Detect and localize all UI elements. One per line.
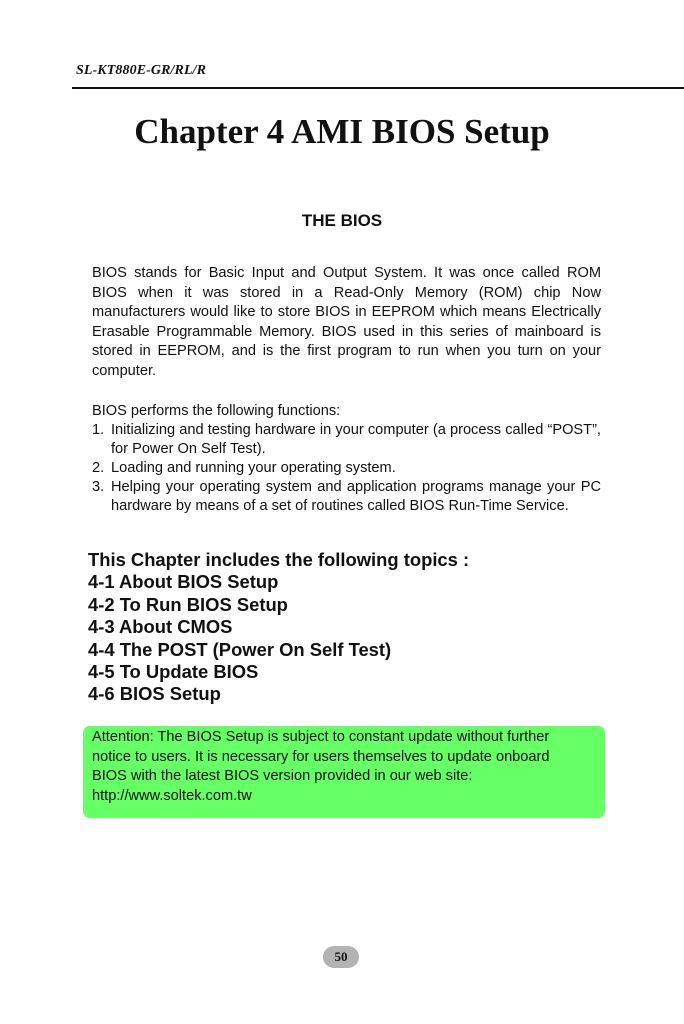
list-item-number: 1. <box>92 422 105 438</box>
topic-item: 4-2 To Run BIOS Setup <box>88 593 288 615</box>
list-item-text: Helping your operating system and application programs manage your PC hardware by means of a set of routines called BIOS Run-Time Service. <box>111 479 601 514</box>
attention-line: notice to users. It is necessary for users themselves to update onboard <box>92 748 550 765</box>
header-divider <box>72 87 684 89</box>
topic-item: 4-4 The POST (Power On Self Test) <box>88 638 392 660</box>
topic-item: 4-5 To Update BIOS <box>88 661 259 683</box>
topics-heading: This Chapter includes the following topics : <box>88 549 470 570</box>
attention-box <box>83 726 605 818</box>
topic-item: 4-6 BIOS Setup <box>88 683 221 705</box>
list-item-text: Initializing and testing hardware in your computer (a process called “POST”, for Power On Self Test). <box>111 422 601 457</box>
functions-intro: BIOS performs the following functions: <box>92 403 341 419</box>
topic-item: 4-1 About BIOS Setup <box>88 571 279 593</box>
list-item-number: 2. <box>92 460 105 476</box>
attention-line: Attention: The BIOS Setup is subject to constant update without further <box>92 729 550 745</box>
list-item <box>92 478 601 516</box>
intro-paragraph: BIOS stands for Basic Input and Output System. It was once called ROM BIOS when it was stored in a Read-Only Memory (ROM) chip Now manufacturers would like to store BIOS in EEPROM which means Electrically Erasable Programmable Memory. BIOS used in this series of mainboard is stored in EEPROM, and is the first program to run when you turn on your computer. <box>92 265 601 379</box>
functions-list <box>92 421 601 516</box>
attention-line: BIOS with the latest BIOS version provided in our web site: <box>92 768 473 784</box>
section-heading: THE BIOS <box>301 211 383 230</box>
topic-item: 4-3 About CMOS <box>88 616 233 638</box>
page-number-badge: 50 <box>323 946 359 968</box>
topics-section <box>88 549 608 706</box>
list-item-number: 3. <box>92 479 105 495</box>
list-item <box>92 459 601 478</box>
list-item <box>92 421 601 459</box>
chapter-title: Chapter 4 AMI BIOS Setup <box>134 112 550 151</box>
attention-url: http://www.soltek.com.tw <box>92 787 252 804</box>
header-model-name: SL-KT880E-GR/RL/R <box>76 63 207 78</box>
list-item-text: Loading and running your operating system. <box>111 460 396 476</box>
